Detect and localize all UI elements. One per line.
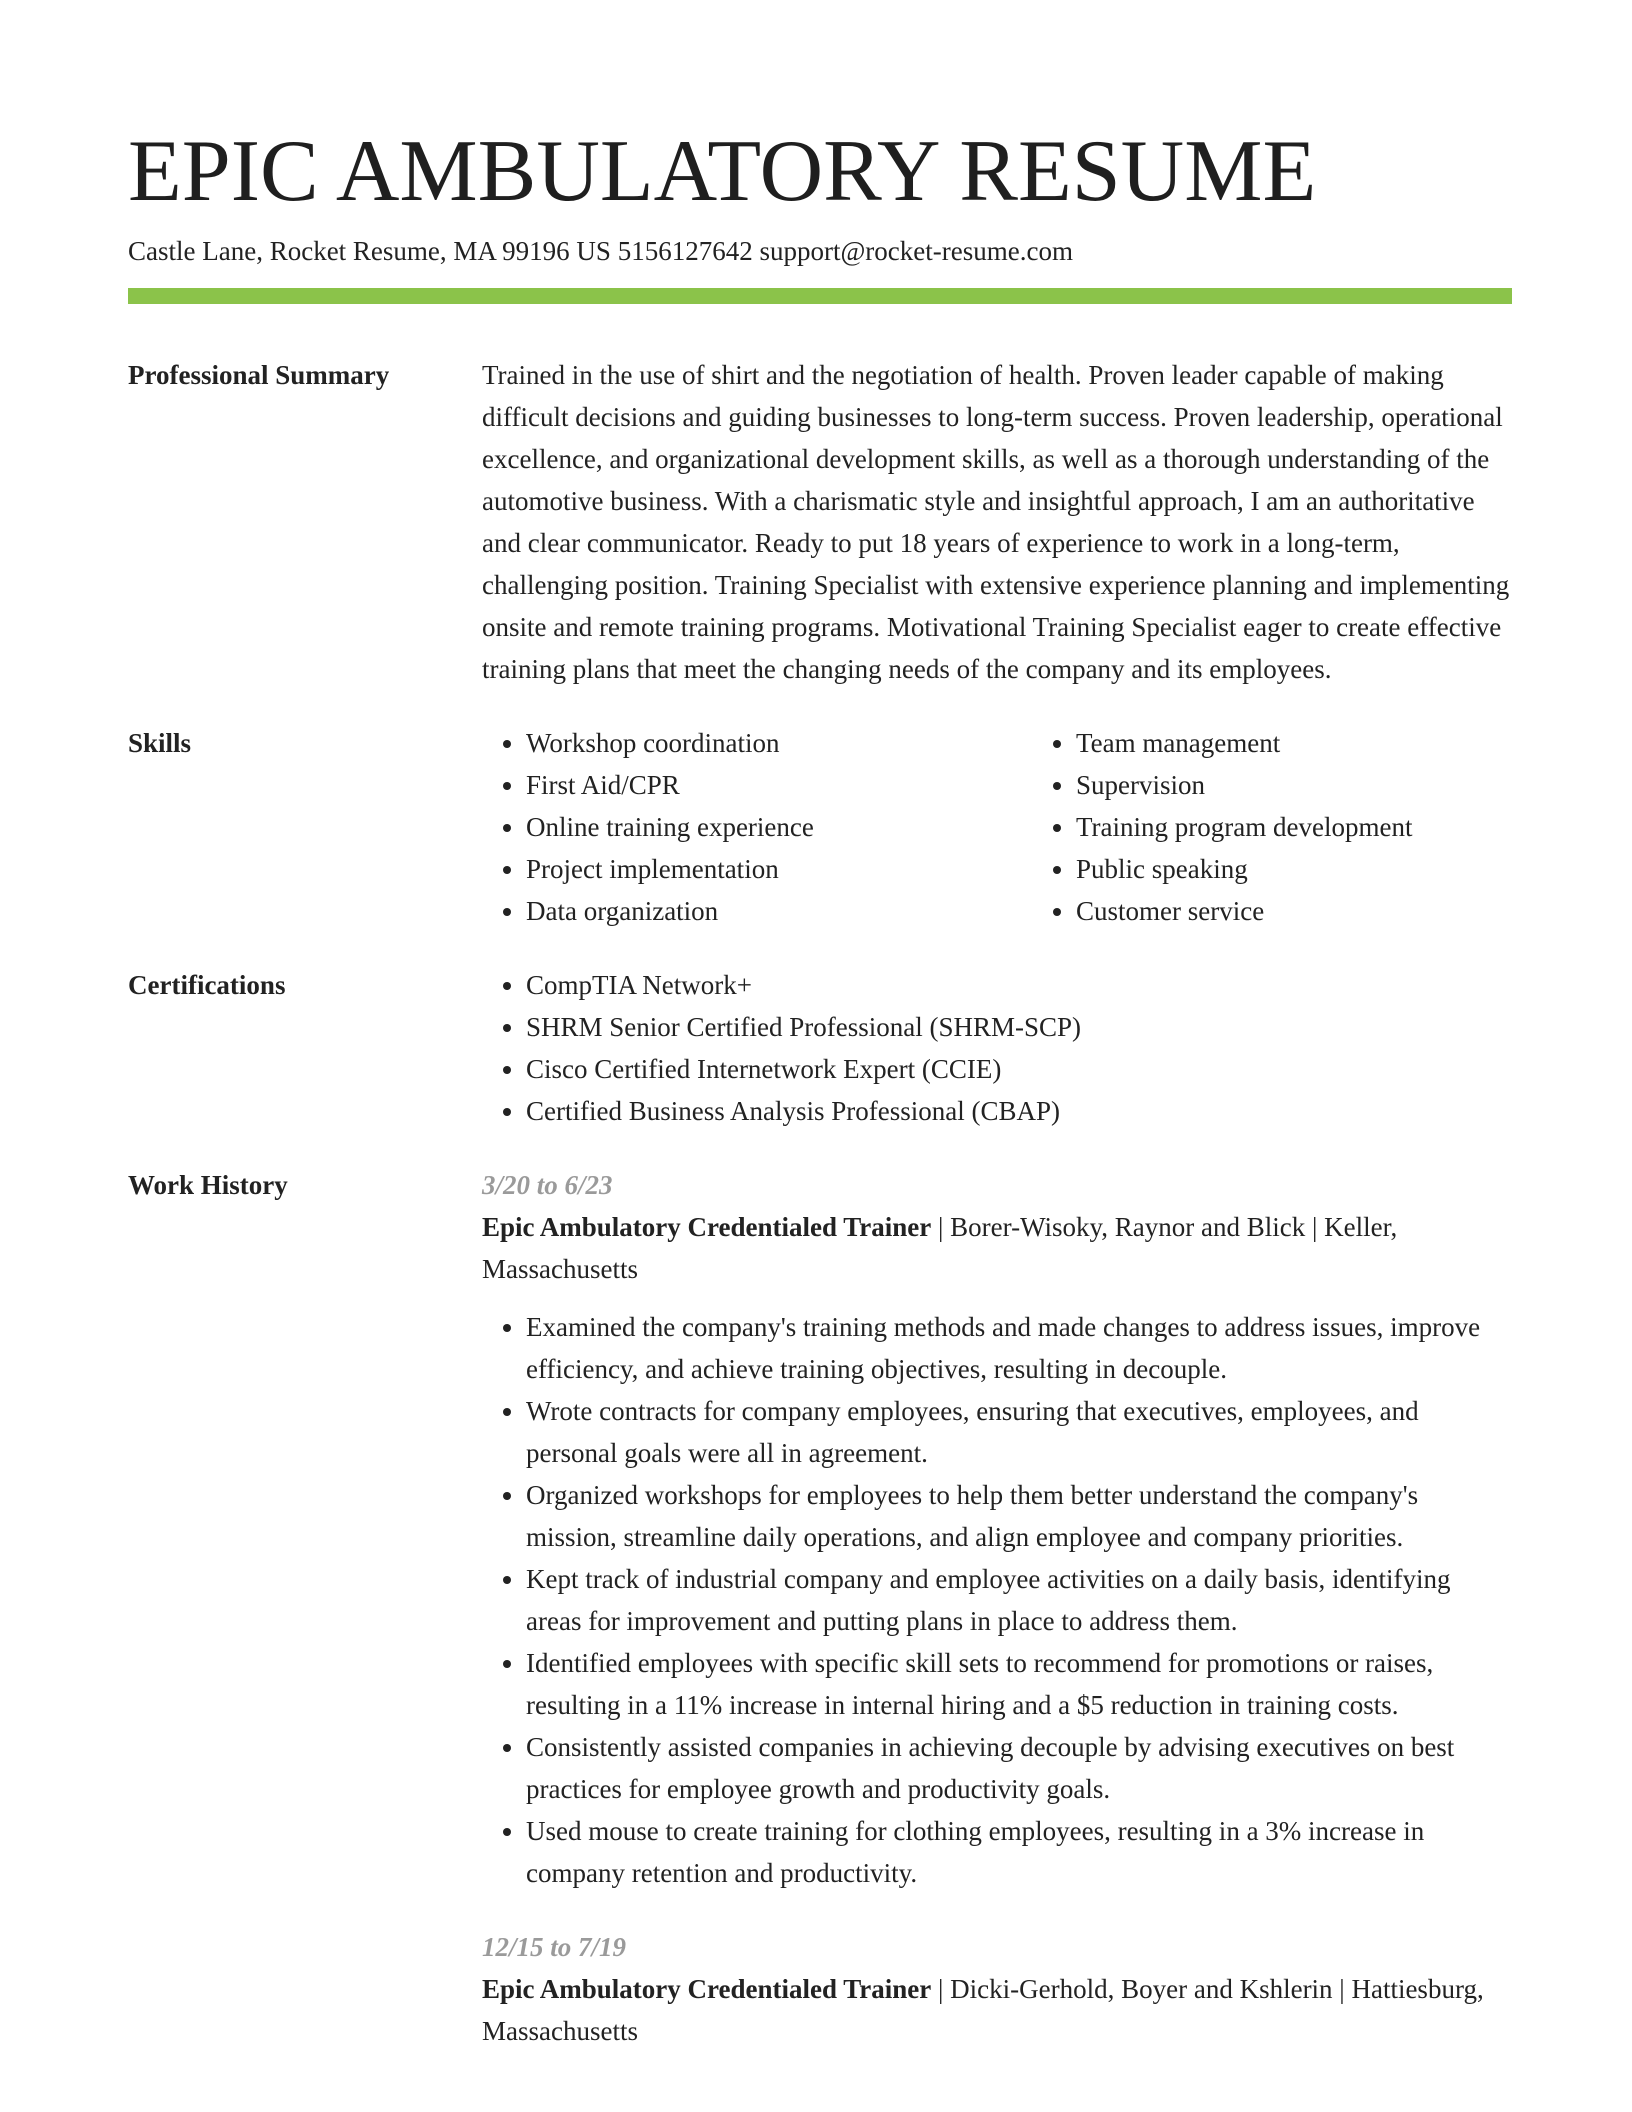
- job-entry: [482, 1164, 1512, 1894]
- skills-list-right: [1032, 722, 1582, 932]
- skill-item: • Public speaking: [1076, 848, 1582, 890]
- job-entry: [482, 1926, 1512, 2052]
- certification-item: • Certified Business Analysis Professional (CBAP): [526, 1090, 1512, 1132]
- job-bullet: • Examined the company's training methods and made changes to address issues, improve efficiency, and achieve training objectives, resulting in decouple.: [526, 1306, 1512, 1390]
- work-history-section: [128, 1164, 1512, 2052]
- skill-item: • Training program development: [1076, 806, 1582, 848]
- skill-item: • Supervision: [1076, 764, 1582, 806]
- skills-list-left: [482, 722, 1032, 932]
- job-bullets: [482, 1306, 1512, 1894]
- job-title: Epic Ambulatory Credentialed Trainer: [482, 1212, 932, 1242]
- job-bullet: • Identified employees with specific skill sets to recommend for promotions or raises, resulting in a 11% increase in internal hiring and a $5 reduction in training costs.: [526, 1642, 1512, 1726]
- certification-item: • SHRM Senior Certified Professional (SHRM-SCP): [526, 1006, 1512, 1048]
- job-details: | Dicki-Gerhold, Boyer and Kshlerin | Hattiesburg, Massachusetts: [482, 1974, 1484, 2046]
- professional-summary-section: [128, 354, 1512, 690]
- job-heading: [482, 1206, 1512, 1290]
- job-bullet: • Used mouse to create training for clothing employees, resulting in a 3% increase in company retention and productivity.: [526, 1810, 1512, 1894]
- certifications-body: [482, 964, 1512, 1132]
- skills-columns: [482, 722, 1582, 932]
- section-label-work-history: Work History: [128, 1170, 288, 1200]
- section-label-certifications: Certifications: [128, 970, 286, 1000]
- certification-item: • CompTIA Network+: [526, 964, 1512, 1006]
- work-history-body: [482, 1164, 1512, 2052]
- skill-item: • Customer service: [1076, 890, 1582, 932]
- skill-item: • Data organization: [526, 890, 1032, 932]
- resume-title: EPIC AMBULATORY RESUME: [128, 123, 1317, 220]
- resume-page: [128, 0, 1512, 2052]
- section-label-summary: Professional Summary: [128, 360, 390, 390]
- certification-item: • Cisco Certified Internetwork Expert (CCIE): [526, 1048, 1512, 1090]
- summary-text: Trained in the use of shirt and the negotiation of health. Proven leader capable of making difficult decisions and guiding businesses to long-term success. Proven leadership, operational excellence, and organizational development skills, as well as a thorough understanding of the automotive business. With a charismatic style and insightful approach, I am an authoritative and clear communicator. Ready to put 18 years of experience to work in a long-term, challenging position. Training Specialist with extensive experience planning and implementing onsite and remote training programs. Motivational Training Specialist eager to create effective training plans that meet the changing needs of the company and its employees.: [482, 360, 1510, 684]
- job-details: | Borer-Wisoky, Raynor and Blick | Keller, Massachusetts: [482, 1212, 1398, 1284]
- accent-divider: [128, 288, 1512, 304]
- job-dates: 12/15 to 7/19: [482, 1932, 627, 1962]
- certifications-section: [128, 964, 1512, 1132]
- contact-line: Castle Lane, Rocket Resume, MA 99196 US 5156127642 support@rocket-resume.com: [128, 236, 1073, 266]
- job-dates: 3/20 to 6/23: [482, 1170, 613, 1200]
- skill-item: • Project implementation: [526, 848, 1032, 890]
- job-bullet: • Wrote contracts for company employees, ensuring that executives, employees, and personal goals were all in agreement.: [526, 1390, 1512, 1474]
- job-title: Epic Ambulatory Credentialed Trainer: [482, 1974, 932, 2004]
- section-label-skills: Skills: [128, 728, 192, 758]
- skill-item: • Team management: [1076, 722, 1582, 764]
- job-bullet: • Consistently assisted companies in achieving decouple by advising executives on best practices for employee growth and productivity goals.: [526, 1726, 1512, 1810]
- skills-section: [128, 722, 1512, 932]
- skill-item: • Online training experience: [526, 806, 1032, 848]
- skill-item: • First Aid/CPR: [526, 764, 1032, 806]
- job-bullet: • Organized workshops for employees to help them better understand the company's mission, streamline daily operations, and align employee and company priorities.: [526, 1474, 1512, 1558]
- job-bullet: • Kept track of industrial company and employee activities on a daily basis, identifying areas for improvement and putting plans in place to address them.: [526, 1558, 1512, 1642]
- certifications-list: [482, 964, 1512, 1132]
- skill-item: • Workshop coordination: [526, 722, 1032, 764]
- job-heading: [482, 1968, 1512, 2052]
